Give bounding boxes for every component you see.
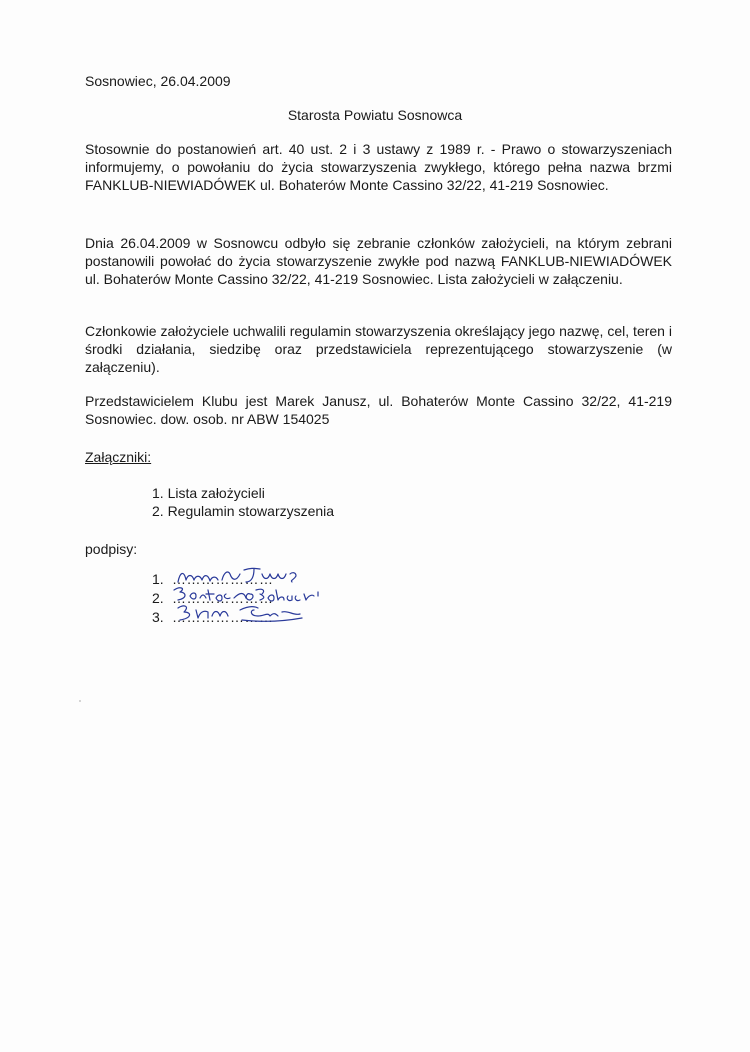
signature-number: 2. (152, 590, 164, 606)
paragraph-2: Dnia 26.04.2009 w Sosnowcu odbyło się zebranie członków założycieli, na którym zebrani postanowili powołać do życia stowarzyszenie zwykłe pod nazwą FANKLUB-NIEWIADÓWEK ul. Bohaterów Monte Cassino 32/22, 41-219 Sosnowiec. Lista założycieli w załączeniu. (85, 235, 672, 287)
attachment-item: 1. Lista założycieli (152, 485, 265, 501)
place-and-date: Sosnowiec, 26.04.2009 (85, 73, 231, 89)
signatures-label: podpisy: (85, 541, 138, 557)
signature-dots: ………………… (172, 571, 274, 587)
signature-2-ink (174, 588, 318, 601)
attachments-list (152, 484, 334, 520)
signature-number: 1. (152, 571, 164, 587)
paragraph-3: Członkowie założyciele uchwalili regulamin stowarzyszenia określający jego nazwę, cel, teren i środki działania, siedzibę oraz przedstawiciela reprezentującego stowarzyszenie (w załączeniu). (85, 323, 672, 375)
signature-1-ink (178, 568, 296, 582)
attachment-item: 2. Regulamin stowarzyszenia (152, 503, 335, 519)
signature-3-ink (178, 606, 302, 621)
paragraph-4: Przedstawicielem Klubu jest Marek Janusz, ul. Bohaterów Monte Cassino 32/22, 41-219 Sosnowiec. dow. osob. nr ABW 154025 (85, 393, 672, 427)
signature-number: 3. (152, 609, 164, 625)
addressee-heading: Starosta Powiatu Sosnowca (287, 107, 463, 123)
signature-dots: ………………… (172, 590, 274, 606)
attachments-heading: Załączniki: (85, 449, 152, 465)
handwritten-signatures (150, 560, 350, 630)
paragraph-1: Stosownie do postanowień art. 40 ust. 2 i 3 ustawy z 1989 r. - Prawo o stowarzyszeniach informujemy, o powołaniu do życia stowarzyszenia zwykłego, którego pełna nazwa brzmi FANKLUB-NIEWIADÓWEK ul. Bohaterów Monte Cassino 32/22, 41-219 Sosnowiec. (85, 141, 672, 193)
scan-speck (79, 700, 81, 702)
signature-dots: ………………… (172, 609, 274, 625)
